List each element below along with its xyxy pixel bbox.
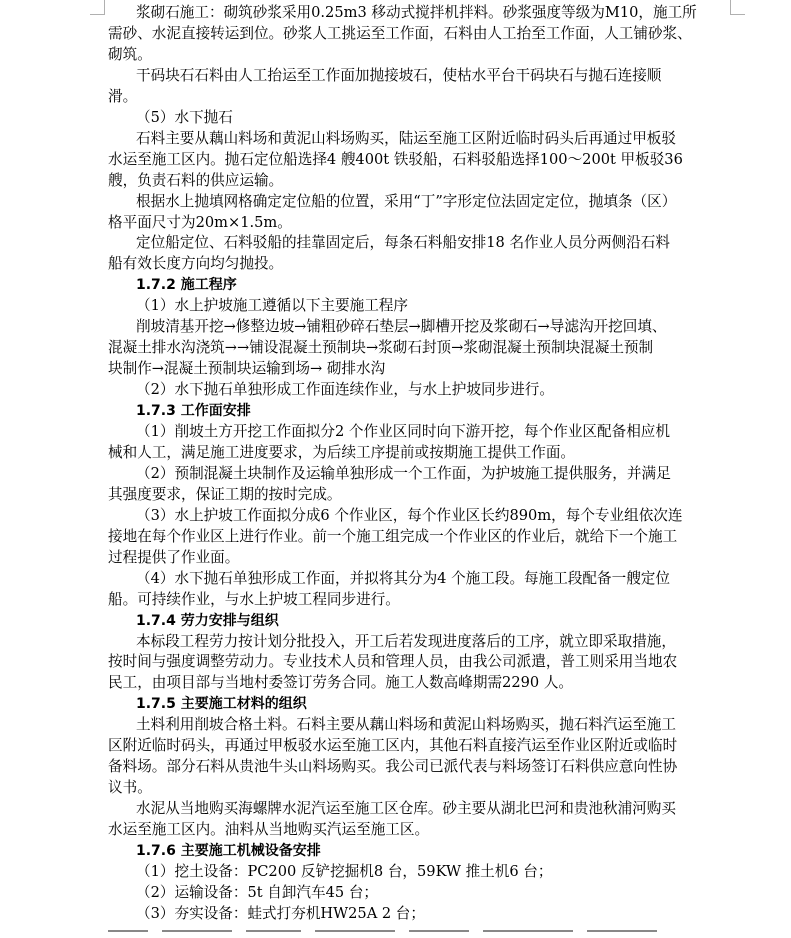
text-line: 艘，负责石料的供应运输。 [108, 171, 284, 189]
text-line: 船。可持续作业，与水上护坡工程同步进行。 [108, 590, 400, 608]
cut-off-text-line [108, 930, 708, 938]
text-line: （1）水上护坡施工遵循以下主要施工程序 [136, 297, 408, 315]
text-line: （2）预制混凝土块制作及运输单独形成一个工作面，为护坡施工提供服务，并满足 [136, 464, 671, 482]
text-line: 其强度要求，保证工期的按时完成。 [108, 485, 342, 503]
section-heading: 1.7.2 施工程序 [136, 277, 237, 294]
text-line: （3）夯实设备：蛙式打夯机HW25A 2 台； [136, 904, 425, 922]
section-heading: 1.7.5 主要施工材料的组织 [136, 696, 307, 713]
text-line: 需砂、水泥直接转运到位。砂浆人工挑运至工作面，石料由人工抬至工作面，人工铺砂浆、 [108, 24, 692, 42]
text-line: 过程提供了作业面。 [108, 548, 240, 566]
text-line: 议书。 [108, 779, 152, 797]
text-line: 根据水上抛填网格确定定位船的位置，采用“丁”字形定位法固定定位，抛填条（区） [136, 192, 677, 210]
text-line: 民工，由项目部与当地村委签订劳务合同。施工人数高峰期需2290 人。 [108, 674, 574, 692]
text-line: （1）削坡土方开挖工作面拟分2 个作业区同时向下游开挖，每个作业区配备相应机 [136, 423, 670, 440]
text-line: 块制作→混凝土预制块运输到场→ 砌排水沟 [108, 360, 386, 378]
text-line: （2）运输设备：5t 自卸汽车45 台； [136, 883, 379, 901]
text-line: （4）水下抛石单独形成工作面，并拟将其分为4 个施工段。每施工段配备一艘定位 [136, 569, 670, 587]
text-line: 水泥从当地购买海螺牌水泥汽运至施工区仓库。砂主要从湖北巴河和贵池秋浦河购买 [136, 800, 676, 818]
text-line: （2）水下抛石单独形成工作面连续作业，与水上护坡同步进行。 [136, 381, 554, 399]
text-line: 石料主要从藕山料场和黄泥山料场购买，陆运至施工区附近临时码头后再通过甲板驳 [136, 129, 676, 147]
text-line: 格平面尺寸为20m×1.5m。 [108, 213, 292, 231]
section-heading: 1.7.6 主要施工机械设备安排 [136, 843, 321, 859]
text-line: 浆砌石施工：砌筑砂浆采用0.25m3 移动式搅拌机拌料。砂浆强度等级为M10，施工所 [136, 4, 697, 21]
text-line: 干码块石石料由人工抬运至工作面加抛接坡石，使枯水平台干码块石与抛石连接顺 [136, 66, 662, 84]
text-line: 定位船定位、石料驳船的挂靠固定后，每条石料船安排18 名作业人员分两侧沿石料 [136, 234, 670, 252]
text-line: 水运至施工区内。抛石定位船选择4 艘400t 铁驳船，石料驳船选择100～200t 甲板驳36 [108, 150, 683, 168]
text-line: 区附近临时码头，再通过甲板驳水运至施工区内，其他石料直接汽运至作业区附近或临时 [108, 737, 678, 755]
text-line: 土料利用削坡合格土料。石料主要从藕山料场和黄泥山料场购买，抛石料汽运至施工 [136, 716, 676, 734]
text-line: 接地在每个作业区上进行作业。前一个施工组完成一个作业区的作业后，就给下一个施工 [108, 527, 678, 545]
text-line: （5）水下抛石 [136, 108, 233, 126]
text-line: （1）挖土设备：PC200 反铲挖掘机8 台，59KW 推土机6 台； [136, 862, 553, 880]
text-line: 混凝土排水沟浇筑→→铺设混凝土预制块→浆砌石封顶→浆砌混凝土预制块混凝土预制 [108, 339, 654, 357]
text-line: 本标段工程劳力按计划分批投入，开工后若发现进度落后的工序，就立即采取措施， [136, 632, 676, 650]
text-line: 船有效长度方向均匀抛投。 [108, 255, 284, 273]
text-line: 按时间与强度调整劳动力。专业技术人员和管理人员，由我公司派遣，普工则采用当地农 [108, 653, 678, 671]
text-line: 械和人工，满足施工进度要求，为后续工序提前或按期施工提供工作面。 [108, 443, 576, 461]
text-line: 备料场。部分石料从贵池牛头山料场购买。我公司已派代表与料场签订石料供应意向性协 [108, 758, 678, 776]
text-line: 水运至施工区内。油料从当地购买汽运至施工区。 [108, 821, 430, 839]
text-line: 滑。 [108, 87, 138, 105]
text-line: 削坡清基开挖→修整边坡→铺粗砂碎石垫层→脚槽开挖及浆砌石→导滤沟开挖回填、 [136, 318, 667, 336]
section-heading: 1.7.4 劳力安排与组织 [136, 612, 279, 629]
margin-corner-mark-left [90, 0, 105, 15]
margin-corner-mark-right [730, 0, 745, 15]
text-line: 砌筑。 [108, 45, 152, 63]
section-heading: 1.7.3 工作面安排 [136, 403, 251, 420]
text-line: （3）水上护坡工作面拟分成6 个作业区，每个作业区长约890m，每个专业组依次连 [136, 506, 683, 524]
